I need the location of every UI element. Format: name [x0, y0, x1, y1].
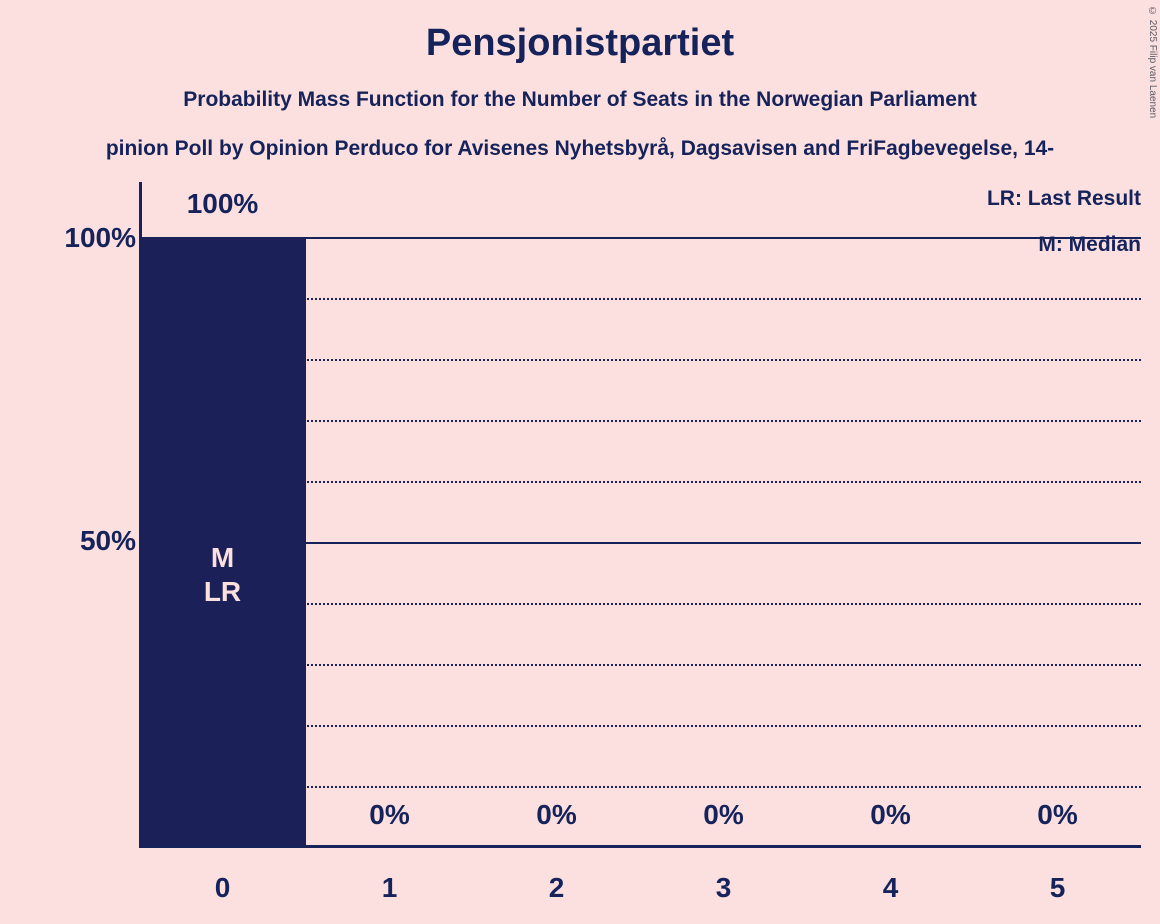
bar-seats-0[interactable] [139, 237, 306, 847]
plot-area [139, 182, 1141, 847]
y-axis-tick-50: 50% [79, 525, 136, 556]
bar-value-1: 0% [369, 799, 410, 830]
x-axis-tick-5: 5 [1049, 872, 1066, 903]
x-axis-line [139, 845, 1141, 848]
x-axis-tick-4: 4 [882, 872, 899, 903]
bar-annotation-last-result: LR [203, 576, 242, 607]
copyright-notice: © 2025 Filip van Laenen [1147, 6, 1158, 119]
x-axis-tick-3: 3 [715, 872, 732, 903]
bar-annotation-median: M [210, 542, 235, 573]
x-axis-tick-0: 0 [214, 872, 231, 903]
bar-value-5: 0% [1037, 799, 1078, 830]
legend-last-result: LR: Last Result [986, 187, 1141, 210]
x-axis-tick-2: 2 [548, 872, 565, 903]
bar-value-4: 0% [870, 799, 911, 830]
bar-value-0: 100% [186, 188, 259, 219]
legend-median: M: Median [1038, 233, 1141, 256]
chart-source-line: pinion Poll by Opinion Perduco for Avisenes Nyhetsbyrå, Dagsavisen and FriFagbevegelse, 14- [105, 137, 1055, 160]
page-title: Pensjonistpartiet [425, 22, 735, 64]
x-axis-tick-1: 1 [381, 872, 398, 903]
bar-value-2: 0% [536, 799, 577, 830]
y-axis-line [139, 182, 142, 847]
y-axis-tick-100: 100% [64, 222, 136, 253]
bar-value-3: 0% [703, 799, 744, 830]
chart-subtitle: Probability Mass Function for the Number of Seats in the Norwegian Parliament [183, 88, 977, 111]
